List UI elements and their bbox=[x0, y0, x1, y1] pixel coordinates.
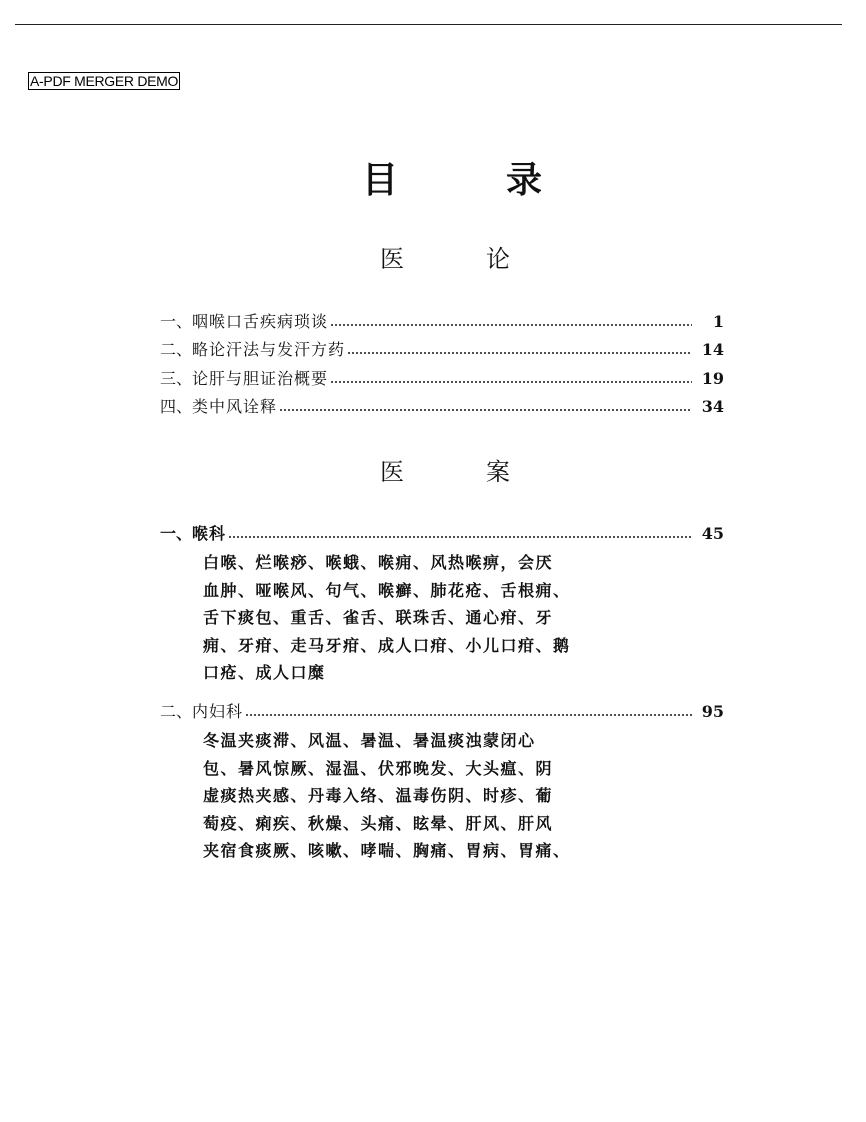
subentry-line: 血肿、哑喉风、句气、喉癣、肺花疮、舌根痈、 bbox=[203, 580, 571, 600]
top-rule bbox=[15, 24, 842, 25]
dot-leader bbox=[347, 352, 692, 354]
toc-entry[interactable] bbox=[160, 524, 724, 544]
title-char-1: 目 bbox=[362, 159, 399, 201]
watermark-label: A-PDF MERGER DEMO bbox=[30, 73, 179, 89]
toc-entry-number: 一、 bbox=[160, 524, 193, 543]
toc-entry-number: 二、 bbox=[160, 340, 193, 359]
toc-entry-page: 95 bbox=[701, 702, 724, 721]
title-char-2: 录 bbox=[505, 159, 542, 201]
section-heading-yian bbox=[380, 457, 510, 487]
toc-subentries bbox=[203, 549, 653, 687]
subentry-line: 口疮、成人口糜 bbox=[203, 663, 326, 682]
subentry-line: 萄疫、痢疾、秋燥、头痛、眩晕、肝风、肝风 bbox=[203, 813, 554, 833]
toc-subentries bbox=[203, 727, 653, 865]
subentry-line: 夹宿食痰厥、咳嗽、哮喘、胸痛、胃病、胃痛、 bbox=[203, 841, 571, 860]
toc-entry-label: 内妇科 bbox=[192, 702, 244, 721]
dot-leader bbox=[245, 714, 692, 716]
dot-leader bbox=[330, 381, 692, 383]
subentry-line: 冬温夹痰滞、风温、暑温、暑温痰浊蒙闭心 bbox=[203, 731, 536, 750]
toc-entry-page: 34 bbox=[701, 397, 724, 416]
dot-leader bbox=[228, 536, 692, 538]
toc-entry-label: 咽喉口舌疾病琐谈 bbox=[192, 312, 329, 331]
toc-entry-page: 45 bbox=[701, 524, 724, 543]
section-heading-char-1: 医 bbox=[380, 458, 404, 486]
toc-entry-label: 论肝与胆证治概要 bbox=[192, 369, 329, 388]
toc-entry-number: 一、 bbox=[160, 312, 193, 331]
toc-entry-number: 四、 bbox=[160, 397, 193, 416]
toc-entry-number: 二、 bbox=[160, 702, 193, 721]
toc-entry-number: 三、 bbox=[160, 369, 193, 388]
section-heading-char-2: 论 bbox=[486, 245, 510, 273]
toc-entry-label: 喉科 bbox=[192, 524, 227, 543]
toc-entry[interactable] bbox=[160, 312, 724, 332]
toc-entry-page: 19 bbox=[701, 369, 724, 388]
toc-entry-page: 1 bbox=[712, 312, 724, 331]
dot-leader bbox=[330, 324, 692, 326]
toc-entry[interactable] bbox=[160, 702, 724, 722]
toc-entry[interactable] bbox=[160, 340, 724, 360]
section-heading-yilun bbox=[380, 244, 510, 274]
toc-entry-label: 略论汗法与发汗方药 bbox=[192, 340, 346, 359]
subentry-line: 白喉、烂喉痧、喉蛾、喉痈、风热喉痹，会厌 bbox=[203, 553, 554, 572]
dot-leader bbox=[279, 409, 692, 411]
toc-entry[interactable] bbox=[160, 397, 724, 417]
section-heading-char-2: 案 bbox=[486, 458, 510, 486]
subentry-line: 痈、牙疳、走马牙疳、成人口疳、小儿口疳、鹅 bbox=[203, 635, 571, 655]
toc-entry-page: 14 bbox=[701, 340, 724, 359]
subentry-line: 包、暑风惊厥、湿温、伏邪晚发、大头瘟、阴 bbox=[203, 758, 554, 778]
section-heading-char-1: 医 bbox=[380, 245, 404, 273]
toc-entry[interactable] bbox=[160, 369, 724, 389]
subentry-line: 虚痰热夹感、丹毒入络、温毒伤阴、时疹、葡 bbox=[203, 786, 554, 805]
subentry-line: 舌下痰包、重舌、雀舌、联珠舌、通心疳、牙 bbox=[203, 608, 554, 627]
toc-entry-label: 类中风诠释 bbox=[192, 397, 278, 416]
page-title bbox=[362, 158, 542, 202]
